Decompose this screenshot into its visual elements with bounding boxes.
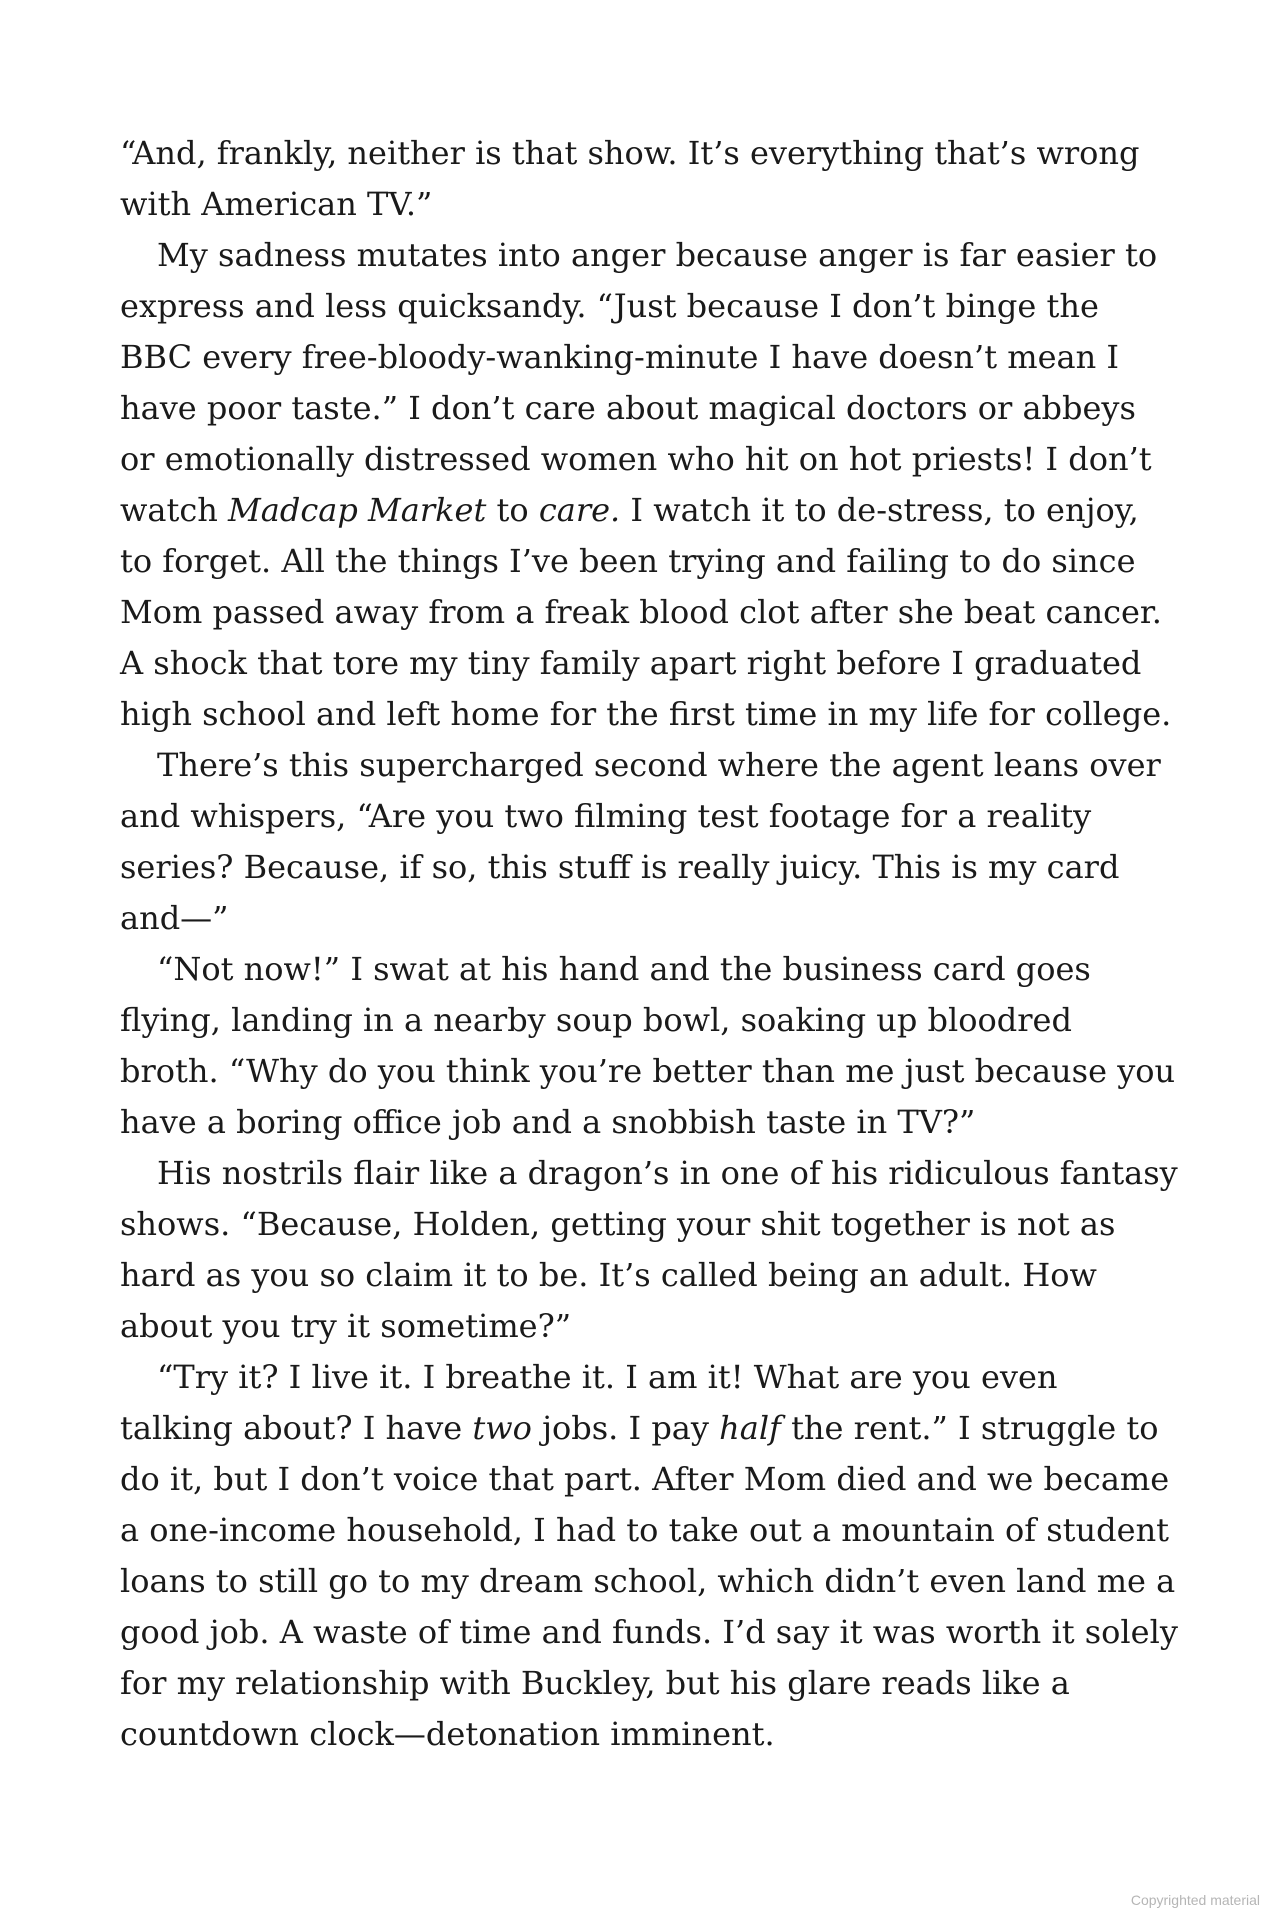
italic-show-title: Madcap Market: [228, 491, 487, 529]
paragraph: [120, 128, 1180, 230]
text-run: jobs. I pay: [531, 1409, 720, 1447]
text-run: to: [486, 491, 539, 529]
text-run: “And, frankly, neither is that show. It’s everything that’s wrong with American TV.”: [120, 134, 1140, 223]
paragraph: [120, 944, 1180, 1148]
italic-word: two: [472, 1409, 532, 1447]
text-run: His nostrils flair like a dragon’s in one of his ridiculous fantasy shows. “Because, Holden, getting your shit together is not as hard as you so claim it to be. It’s called being an adult. How about you try it sometime?”: [120, 1154, 1178, 1345]
copyright-watermark: Copyrighted material: [1130, 1892, 1260, 1908]
page-text: [120, 128, 1180, 1760]
text-run: My sadness mutates into anger because anger is far easier to express and less quicksandy. “Just because I don’t binge the BBC every free-bloody-wanking-minute I have doesn’t mean I have poor taste.” I don’t care about magical doctors or abbeys or emotionally distressed women who hit on hot priests! I don’t watch: [120, 236, 1158, 529]
paragraph: [120, 1352, 1180, 1760]
text-run: There’s this supercharged second where the agent leans over and whispers, “Are you two filming test footage for a reality series? Because, if so, this stuff is really juicy. This is my card and—”: [120, 746, 1161, 937]
text-run: the rent.” I struggle to do it, but I don’t voice that part. After Mom died and we became a one-income household, I had to take out a mountain of student loans to still go to my dream school, which didn’t even land me a good job. A waste of time and funds. I’d say it was worth it solely for my relationship with Buckley, but his glare reads like a countdown clock—detonation imminent.: [120, 1409, 1178, 1753]
italic-word: half: [719, 1409, 781, 1447]
text-run: I watch it to de-stress, to enjoy, to forget. All the things I’ve been trying and failing to do since Mom passed away from a freak blood clot after she beat cancer. A shock that tore my tiny family apart right before I graduated high school and left home for the first time in my life for college.: [120, 491, 1172, 733]
italic-word: care.: [538, 491, 621, 529]
text-run: “Try it? I live it. I breathe it. I am it! What are you even talking about? I have: [120, 1358, 1058, 1447]
paragraph: [120, 230, 1180, 740]
text-run: “Not now!” I swat at his hand and the business card goes flying, landing in a nearby soup bowl, soaking up bloodred broth. “Why do you think you’re better than me just because you have a boring office job and a snobbish taste in TV?”: [120, 950, 1176, 1141]
paragraph: [120, 740, 1180, 944]
paragraph: [120, 1148, 1180, 1352]
